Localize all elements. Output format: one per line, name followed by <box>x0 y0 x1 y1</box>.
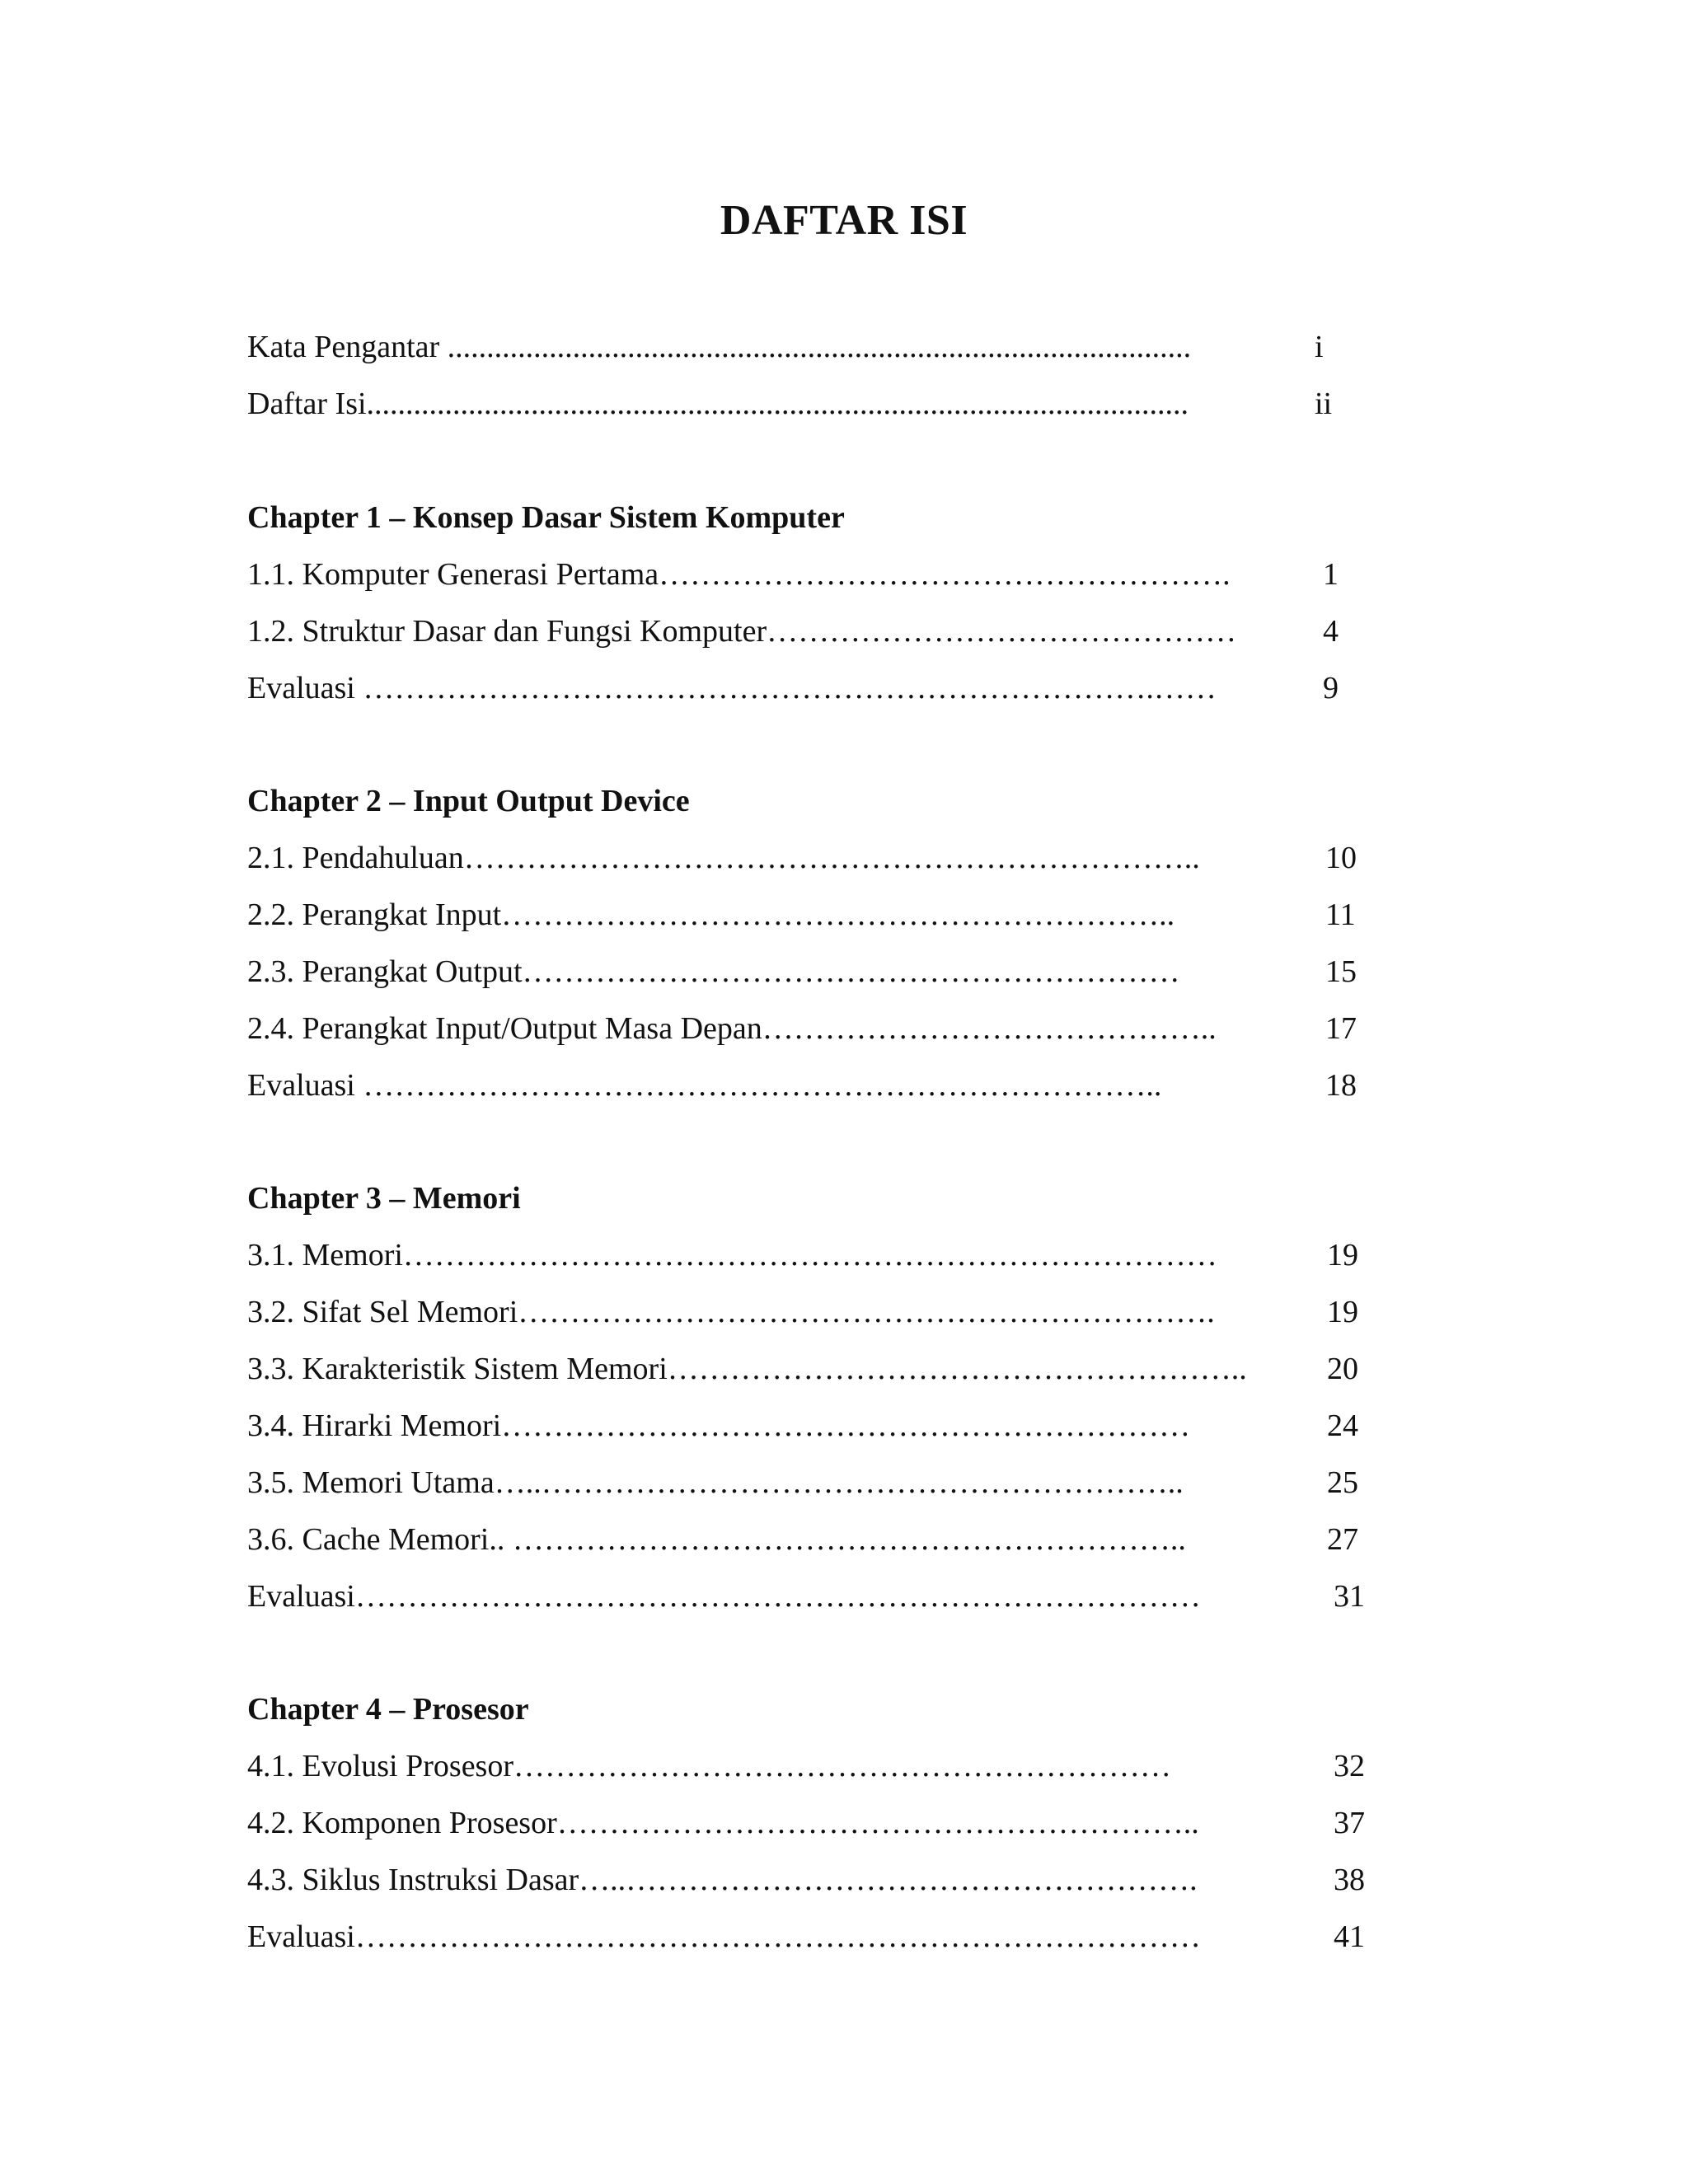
toc-entry-text: Daftar Isi......................................................................................................... <box>247 387 1189 421</box>
toc-entry-page: 10 <box>1325 841 1357 875</box>
toc-entry-page: 38 <box>1334 1863 1365 1897</box>
chapter-heading-2[interactable]: Chapter 2 – Input Output Device <box>247 784 690 818</box>
toc-entry-page: 25 <box>1327 1465 1358 1500</box>
chapter-heading-4[interactable]: Chapter 4 – Prosesor <box>247 1692 529 1727</box>
toc-entry-page: 17 <box>1325 1011 1357 1046</box>
page-title: DAFTAR ISI <box>720 197 968 244</box>
toc-entry-text: 4.3. Siklus Instruksi Dasar…..………………………………………………. <box>247 1863 1198 1897</box>
toc-entry-page: 18 <box>1325 1068 1357 1103</box>
toc-entry-page: 20 <box>1327 1352 1358 1386</box>
toc-entry-page: 19 <box>1327 1238 1358 1272</box>
toc-entry-text: 3.6. Cache Memori.. ……………………………………………………….. <box>247 1522 1186 1557</box>
toc-entry-page: ii <box>1315 387 1333 421</box>
toc-entry-page: 31 <box>1334 1579 1365 1614</box>
toc-entry-text: 3.1. Memori…………………………………………………………………… <box>247 1238 1217 1272</box>
toc-entry-page: i <box>1315 330 1324 364</box>
toc-entry-text: 2.3. Perangkat Output……………………………………………………… <box>247 954 1180 989</box>
toc-entry-text: 1.1. Komputer Generasi Pertama………………………………………………. <box>247 557 1231 592</box>
toc-entry-page: 41 <box>1334 1919 1365 1954</box>
toc-entry-page: 4 <box>1323 614 1339 649</box>
toc-entry-text: 3.5. Memori Utama…..…………………………………………………….. <box>247 1465 1184 1500</box>
toc-entry-page: 11 <box>1325 898 1356 932</box>
toc-entry-text: 4.1. Evolusi Prosesor……………………………………………………… <box>247 1749 1171 1783</box>
toc-entry-page: 19 <box>1327 1295 1358 1329</box>
toc-entry-text: 3.4. Hirarki Memori………………………………………………………… <box>247 1408 1191 1443</box>
toc-entry-text: Evaluasi……………………………………………………………………… <box>247 1919 1201 1954</box>
toc-entry-page: 27 <box>1327 1522 1358 1557</box>
toc-entry-text: Evaluasi ………………………………………………………………….…… <box>247 671 1217 705</box>
toc-entry-text: Evaluasi……………………………………………………………………… <box>247 1579 1201 1614</box>
toc-entry-text: 2.4. Perangkat Input/Output Masa Depan…………………………………….. <box>247 1011 1217 1046</box>
toc-entry-text: Evaluasi ………………………………………………………………….. <box>247 1068 1162 1103</box>
toc-entry-text: 1.2. Struktur Dasar dan Fungsi Komputer……………………………………… <box>247 614 1237 649</box>
toc-entry-text: 4.2. Komponen Prosesor…………………………………………………….. <box>247 1806 1199 1840</box>
toc-entry-text: Kata Pengantar ............................................................................................... <box>247 330 1192 364</box>
toc-entry-page: 32 <box>1334 1749 1365 1783</box>
toc-entry-text: 2.2. Perangkat Input……………………………………………………….. <box>247 898 1175 932</box>
toc-entry-page: 1 <box>1323 557 1339 592</box>
toc-entry-text: 3.2. Sifat Sel Memori…………………………………………………………. <box>247 1295 1215 1329</box>
chapter-heading-3[interactable]: Chapter 3 – Memori <box>247 1181 521 1216</box>
toc-entry-page: 15 <box>1325 954 1357 989</box>
toc-entry-text: 3.3. Karakteristik Sistem Memori……………………………………………….. <box>247 1352 1247 1386</box>
toc-entry-page: 24 <box>1327 1408 1358 1443</box>
toc-entry-page: 9 <box>1323 671 1339 705</box>
toc-entry-text: 2.1. Pendahuluan…………………………………………………………….. <box>247 841 1200 875</box>
toc-entry-page: 37 <box>1334 1806 1365 1840</box>
chapter-heading-1[interactable]: Chapter 1 – Konsep Dasar Sistem Komputer <box>247 500 845 535</box>
